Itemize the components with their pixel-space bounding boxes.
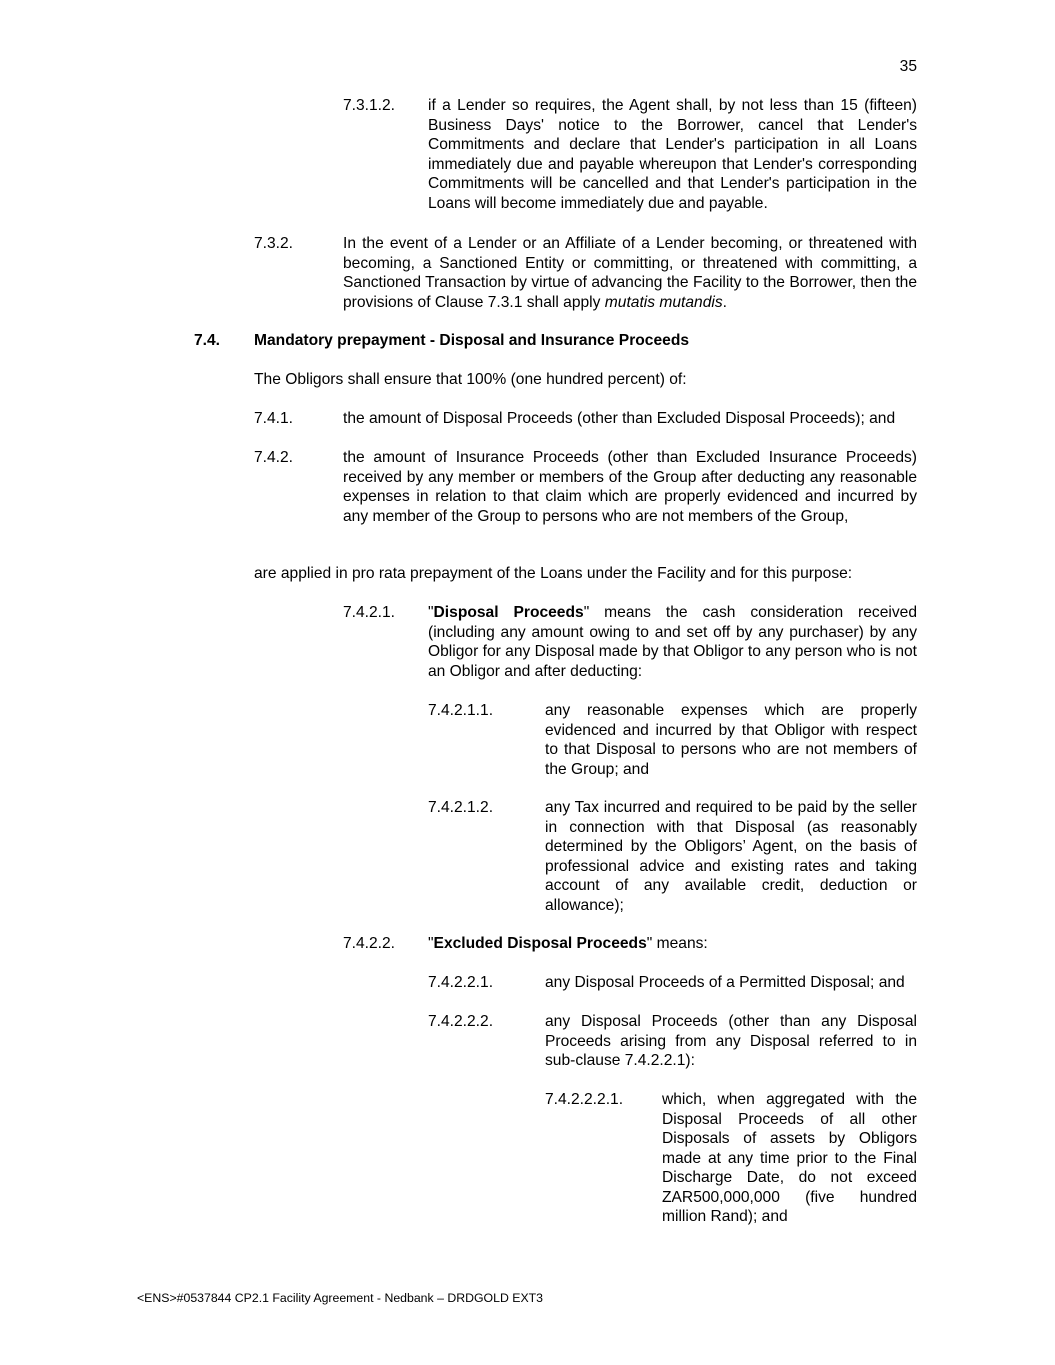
clause-7-4-2-1-text: "Disposal Proceeds" means the cash consideration received (including any amount owing to and set off by any purchaser) by any Obligor for any Disposal made by that Obligor to any person who is not an Obligor and after deducting: xyxy=(428,604,917,680)
clause-7-3-2-text: In the event of a Lender or an Affiliate of a Lender becoming, or threatened with becoming, a Sanctioned Entity or committing, or threatened with committing, a Sanctioned Transaction by virtue of advancing the Facility to the Borrower, then the provisions of Clause 7.3.1 shall apply mutatis mutandis. xyxy=(343,235,917,311)
clause-7-3-1-2-text: if a Lender so requires, the Agent shall, by not less than 15 (fifteen) Business Days' notice to the Borrower, cancel that Lender's Commitments and declare that Lender's participation in all Loans immediately due and payable whereupon that Lender's corresponding Commitments will be cancelled and that Lender's participation in the Loans will become immediately due and payable. xyxy=(428,97,917,212)
clause-7-4-2-1-2-text: any Tax incurred and required to be paid by the seller in connection with that Disposal (as reasonably determined by the Obligors’ Agent, on the basis of professional advice and existing rates and taking account of any available credit, deduction or allowance); xyxy=(545,799,917,914)
clause-7-4-2-2-2-text: any Disposal Proceeds (other than any Disposal Proceeds arising from any Disposal referred to in sub-clause 7.4.2.2.1): xyxy=(545,1013,917,1069)
clause-7-4-2-2-2-1-text: which, when aggregated with the Disposal Proceeds of all other Disposals of assets by Obligors made at any time prior to the Final Discharge Date, do not exceed ZAR500,000,000 (five hundred million Rand); and xyxy=(662,1091,917,1225)
document-footer: <ENS>#0537844 CP2.1 Facility Agreement - Nedbank – DRDGOLD EXT3 xyxy=(137,1291,544,1305)
clause-7-4-2-1-1-text: any reasonable expenses which are properly evidenced and incurred by that Obligor with respect to that Disposal to persons who are not members of the Group; and xyxy=(545,702,917,778)
applied-paragraph: are applied in pro rata prepayment of the Loans under the Facility and for this purpose: xyxy=(254,565,853,582)
disposal-proceeds-term: Disposal Proceeds xyxy=(433,604,584,621)
clause-7-4-1-text: the amount of Disposal Proceeds (other than Excluded Disposal Proceeds); and xyxy=(343,410,896,427)
page-number: 35 xyxy=(899,58,917,75)
clause-7-4-2-2-text: "Excluded Disposal Proceeds" means: xyxy=(428,935,708,952)
excluded-disposal-proceeds-term: Excluded Disposal Proceeds xyxy=(433,935,647,952)
clause-7-4-2-text: the amount of Insurance Proceeds (other than Excluded Insurance Proceeds) received by any member or members of the Group after deducting any reasonable expenses in relation to that claim which are properly evidenced and incurred by any member of the Group to persons who are not members of the Group, xyxy=(343,449,917,525)
clause-7-4-heading: Mandatory prepayment - Disposal and Insurance Proceeds xyxy=(254,332,690,349)
obligors-intro: The Obligors shall ensure that 100% (one hundred percent) of: xyxy=(254,371,687,388)
clause-7-4-2-2-1-text: any Disposal Proceeds of a Permitted Disposal; and xyxy=(545,974,905,991)
mutatis-mutandis-italic: mutatis mutandis xyxy=(604,293,723,311)
